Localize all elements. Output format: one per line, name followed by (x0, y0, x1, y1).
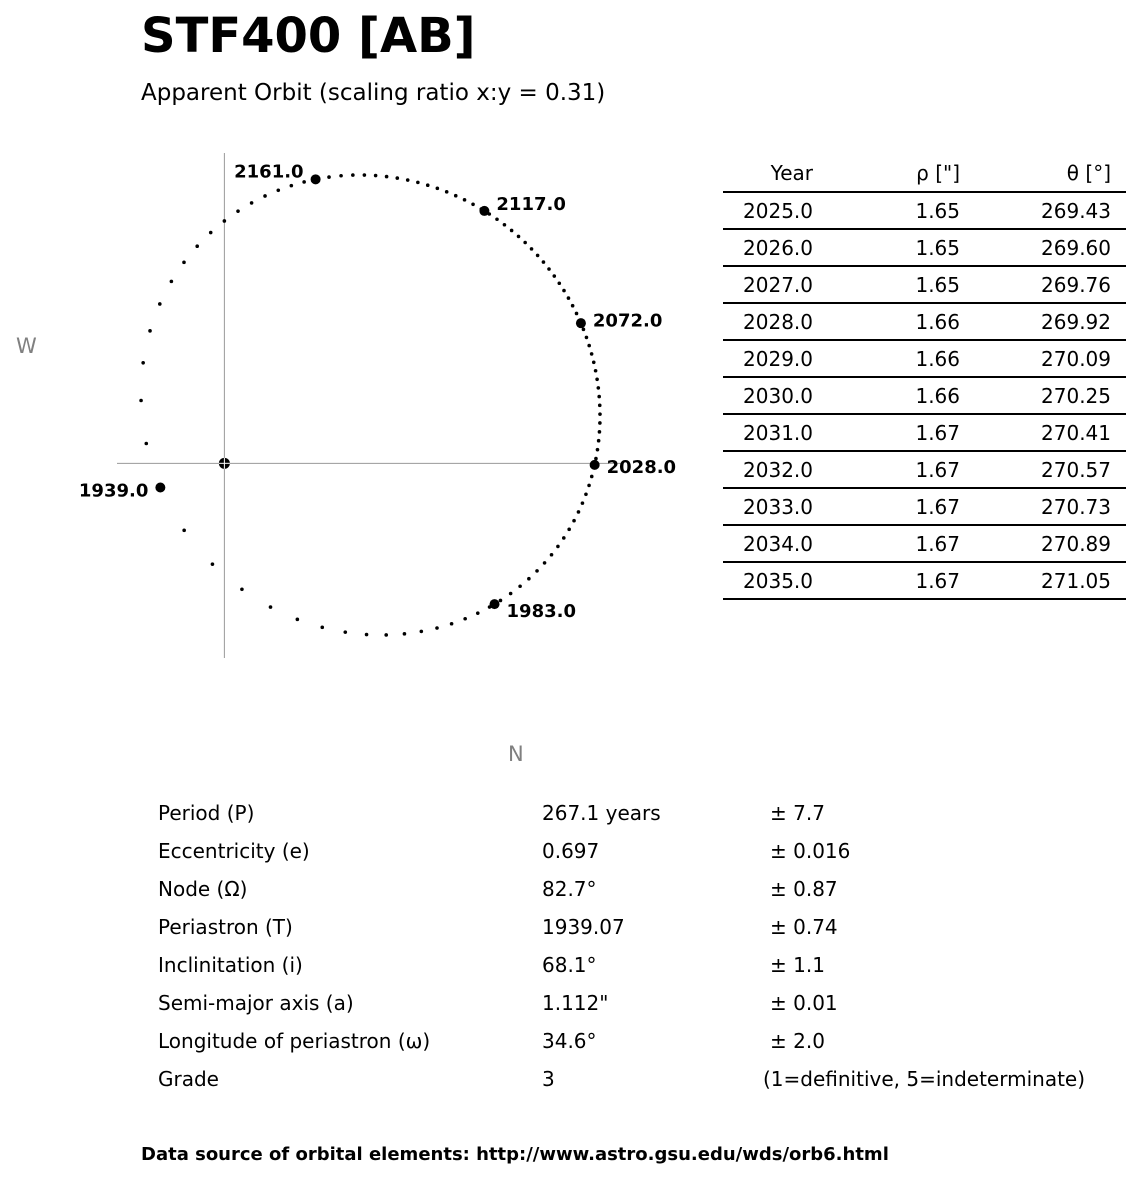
orbit-point (571, 304, 575, 308)
orbit-point (547, 267, 551, 271)
element-row (158, 831, 1118, 869)
element-error: ± 2.0 (770, 1029, 825, 1053)
orbit-point (385, 175, 389, 179)
ephemeris-table (723, 155, 1126, 600)
orbit-point (557, 281, 561, 285)
orbit-point (476, 611, 480, 615)
orbit-point (365, 633, 369, 637)
page-title: STF400 [AB] (141, 8, 476, 64)
ephemeris-cell-pad (1111, 488, 1126, 525)
ephemeris-cell-pad (1111, 303, 1126, 340)
ephemeris-cell-rho: 1.67 (813, 562, 960, 599)
orbit-point (445, 190, 449, 194)
orbit-point (577, 510, 581, 514)
ephemeris-cell-theta: 271.05 (960, 562, 1111, 599)
orbit-point (363, 173, 367, 177)
west-label: W (16, 334, 37, 358)
element-row (158, 983, 1118, 1021)
element-row (158, 869, 1118, 907)
ephemeris-header-rho: ρ ["] (813, 155, 960, 192)
orbit-point (594, 369, 598, 373)
epoch-label: 2161.0 (234, 161, 304, 183)
element-value: 1939.07 (542, 915, 625, 939)
orbit-point (575, 312, 579, 316)
epoch-marker (490, 599, 500, 609)
ephemeris-cell-year: 2028.0 (723, 303, 813, 340)
orbit-point (562, 289, 566, 293)
orbit-point (594, 457, 598, 461)
ephemeris-header-theta: θ [°] (960, 155, 1111, 192)
epoch-marker (590, 460, 600, 470)
element-label: Inclinitation (i) (158, 953, 303, 977)
orbit-point (582, 328, 586, 332)
element-row (158, 907, 1118, 945)
orbit-point (585, 336, 589, 340)
element-label: Grade (158, 1067, 219, 1091)
element-value: 1.112" (542, 991, 609, 1015)
ephemeris-cell-rho: 1.65 (813, 192, 960, 229)
orbit-point (236, 209, 240, 213)
orbit-point (351, 173, 355, 177)
orbit-point (572, 519, 576, 523)
element-row (158, 945, 1118, 983)
element-label: Periastron (T) (158, 915, 293, 939)
ephemeris-cell-rho: 1.67 (813, 525, 960, 562)
ephemeris-cell-rho: 1.67 (813, 414, 960, 451)
element-error: ± 0.016 (770, 839, 851, 863)
ephemeris-cell-pad (1111, 414, 1126, 451)
orbit-point (182, 261, 186, 265)
ephemeris-row (723, 377, 1126, 414)
orbit-point (518, 584, 522, 588)
orbit-point (141, 361, 145, 365)
orbit-point (406, 178, 410, 182)
orbit-point (158, 302, 162, 306)
orbit-point (552, 274, 556, 278)
orbit-point (223, 219, 227, 223)
epoch-marker (576, 318, 586, 328)
orbit-point (436, 187, 440, 191)
orbit-point (581, 501, 585, 505)
ephemeris-cell-theta: 270.89 (960, 525, 1111, 562)
orbit-point (320, 626, 324, 630)
ephemeris-cell-rho: 1.67 (813, 488, 960, 525)
ephemeris-cell-rho: 1.65 (813, 266, 960, 303)
ephemeris-cell-year: 2031.0 (723, 414, 813, 451)
orbit-point (562, 536, 566, 540)
ephemeris-row (723, 340, 1126, 377)
ephemeris-cell-rho: 1.67 (813, 451, 960, 488)
ephemeris-row (723, 229, 1126, 266)
orbit-point (269, 605, 273, 609)
ephemeris-cell-theta: 270.57 (960, 451, 1111, 488)
orbit-point (327, 175, 331, 179)
orbit-point (535, 569, 539, 573)
element-error: ± 7.7 (770, 801, 825, 825)
ephemeris-cell-rho: 1.65 (813, 229, 960, 266)
element-error: ± 0.87 (770, 877, 838, 901)
element-row (158, 1021, 1118, 1059)
orbit-point (542, 260, 546, 264)
epoch-label: 1939.0 (78, 480, 149, 502)
orbit-plot (0, 140, 700, 680)
epoch-label: 1983.0 (506, 600, 576, 622)
ephemeris-cell-pad (1111, 562, 1126, 599)
ephemeris-cell-pad (1111, 377, 1126, 414)
orbit-point (403, 632, 407, 636)
orbit-point (584, 492, 588, 496)
ephemeris-cell-pad (1111, 525, 1126, 562)
ephemeris-row (723, 266, 1126, 303)
element-value: 68.1° (542, 953, 597, 977)
ephemeris-row (723, 488, 1126, 525)
orbit-point (240, 587, 244, 591)
orbit-point (503, 223, 507, 227)
orbit-point (598, 412, 602, 416)
orbit-point (471, 202, 475, 206)
orbit-point (550, 553, 554, 557)
orbit-point (450, 622, 454, 626)
orbit-point (587, 484, 591, 488)
orbit-point (420, 630, 424, 634)
epoch-label: 2072.0 (592, 310, 663, 332)
orbit-point (495, 217, 499, 221)
ephemeris-cell-theta: 270.25 (960, 377, 1111, 414)
ephemeris-cell-pad (1111, 340, 1126, 377)
orbit-point (598, 430, 602, 434)
ephemeris-header-year: Year (723, 155, 813, 192)
ephemeris-cell-year: 2030.0 (723, 377, 813, 414)
orbit-point (510, 229, 514, 233)
element-label: Period (P) (158, 801, 255, 825)
ephemeris-cell-theta: 269.43 (960, 192, 1111, 229)
orbit-point (527, 577, 531, 581)
orbit-point (463, 617, 467, 621)
orbit-point (454, 194, 458, 198)
ephemeris-row (723, 525, 1126, 562)
element-error: ± 0.01 (770, 991, 838, 1015)
ephemeris-cell-year: 2035.0 (723, 562, 813, 599)
orbit-point (597, 439, 601, 443)
element-value: 267.1 years (542, 801, 661, 825)
orbit-point (596, 448, 600, 452)
ephemeris-cell-theta: 269.60 (960, 229, 1111, 266)
orbit-point (590, 352, 594, 356)
orbit-point (517, 235, 521, 239)
orbit-point (543, 561, 547, 565)
ephemeris-cell-theta: 269.92 (960, 303, 1111, 340)
ephemeris-cell-pad (1111, 229, 1126, 266)
orbit-point (595, 378, 599, 382)
orbit-point (556, 545, 560, 549)
ephemeris-header-pad (1111, 155, 1126, 192)
ephemeris-cell-year: 2027.0 (723, 266, 813, 303)
orbit-point (374, 174, 378, 178)
orbit-point (598, 404, 602, 408)
orbit-point (509, 592, 513, 596)
ephemeris-cell-year: 2026.0 (723, 229, 813, 266)
orbit-point (296, 618, 300, 622)
element-value: 34.6° (542, 1029, 597, 1053)
ephemeris-cell-year: 2034.0 (723, 525, 813, 562)
data-source-footer: Data source of orbital elements: http://www.astro.gsu.edu/wds/orb6.html (141, 1144, 889, 1165)
orbit-point (211, 562, 215, 566)
epoch-label: 2028.0 (606, 456, 677, 478)
orbit-point (426, 183, 430, 187)
orbit-point (536, 254, 540, 258)
orbit-point (263, 194, 267, 198)
ephemeris-cell-rho: 1.66 (813, 340, 960, 377)
orbit-point (598, 421, 602, 425)
epoch-marker (155, 483, 165, 493)
ephemeris-cell-year: 2033.0 (723, 488, 813, 525)
element-label: Semi-major axis (a) (158, 991, 354, 1015)
element-error: (1=definitive, 5=indeterminate) (763, 1067, 1086, 1091)
orbit-point (567, 296, 571, 300)
ephemeris-row (723, 562, 1126, 599)
epoch-label: 2117.0 (496, 194, 566, 216)
orbit-point (339, 174, 343, 178)
element-error: ± 0.74 (770, 915, 838, 939)
orbit-point (209, 231, 213, 235)
orbit-point (463, 198, 467, 202)
ephemeris-cell-year: 2025.0 (723, 192, 813, 229)
element-label: Eccentricity (e) (158, 839, 310, 863)
ephemeris-row (723, 303, 1126, 340)
ephemeris-cell-pad (1111, 266, 1126, 303)
ephemeris-cell-year: 2029.0 (723, 340, 813, 377)
ephemeris-row (723, 414, 1126, 451)
ephemeris-cell-theta: 269.76 (960, 266, 1111, 303)
ephemeris-row (723, 192, 1126, 229)
orbital-elements (158, 793, 1118, 1097)
element-value: 0.697 (542, 839, 600, 863)
orbit-point (597, 386, 601, 390)
ephemeris-row (723, 451, 1126, 488)
page-subtitle: Apparent Orbit (scaling ratio x:y = 0.31) (141, 80, 606, 106)
orbit-point (290, 184, 294, 188)
orbit-point (250, 201, 254, 205)
element-row (158, 793, 1118, 831)
element-row (158, 1059, 1118, 1097)
ephemeris-cell-rho: 1.66 (813, 303, 960, 340)
orbit-point (384, 633, 388, 637)
ephemeris-cell-theta: 270.73 (960, 488, 1111, 525)
element-error: ± 1.1 (770, 953, 825, 977)
element-label: Longitude of periastron (ω) (158, 1029, 431, 1053)
orbit-point (276, 188, 280, 192)
orbit-point (590, 475, 594, 479)
epoch-marker (311, 174, 321, 184)
ephemeris-cell-rho: 1.66 (813, 377, 960, 414)
orbit-point (567, 528, 571, 532)
ephemeris-cell-year: 2032.0 (723, 451, 813, 488)
orbit-point (182, 529, 186, 533)
ephemeris-cell-theta: 270.09 (960, 340, 1111, 377)
ephemeris-header-row (723, 155, 1126, 192)
orbit-point (170, 280, 174, 284)
ephemeris-cell-theta: 270.41 (960, 414, 1111, 451)
orbit-point (523, 241, 527, 245)
epoch-marker (479, 206, 489, 216)
orbit-point (395, 176, 399, 180)
orbit-point (435, 626, 439, 630)
element-value: 3 (542, 1067, 555, 1091)
orbit-point (416, 181, 420, 185)
orbit-point (597, 395, 601, 399)
ephemeris-cell-pad (1111, 192, 1126, 229)
orbit-point (195, 244, 199, 248)
orbit-point (530, 247, 534, 251)
orbit-point (148, 329, 152, 333)
orbit-point (499, 599, 503, 603)
orbit-point (343, 630, 347, 634)
orbit-point (592, 360, 596, 364)
north-label: N (508, 742, 524, 766)
ephemeris-cell-pad (1111, 451, 1126, 488)
orbit-point (144, 442, 148, 446)
orbit-point (139, 399, 143, 403)
element-value: 82.7° (542, 877, 597, 901)
orbit-point (587, 344, 591, 348)
element-label: Node (Ω) (158, 877, 248, 901)
